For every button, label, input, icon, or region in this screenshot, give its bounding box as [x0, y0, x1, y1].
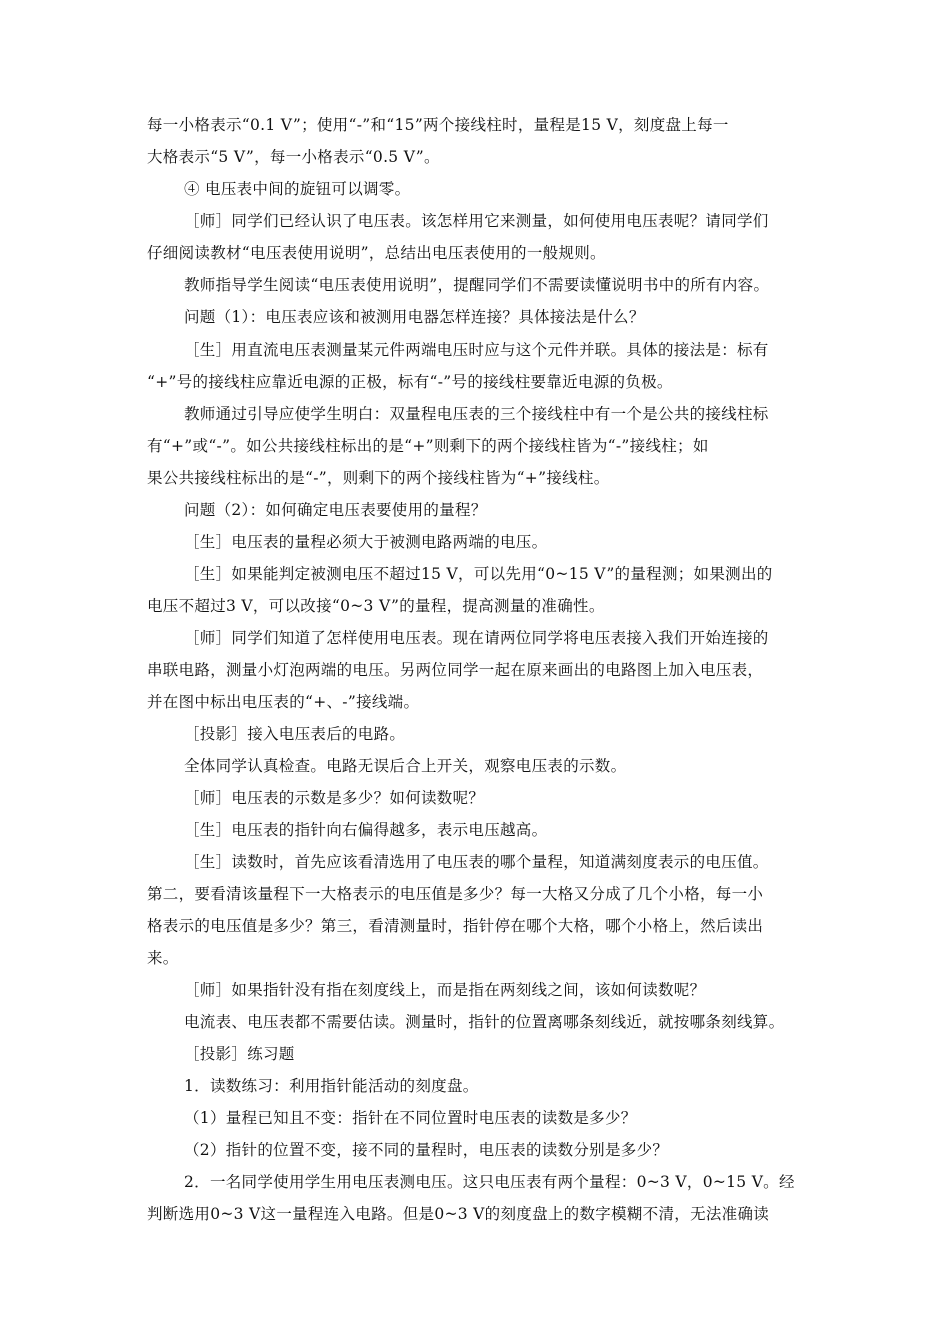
text-line: ［生］电压表的指针向右偏得越多，表示电压越高。: [184, 821, 548, 839]
text-line: ［师］如果指针没有指在刻度线上，而是指在两刻线之间，该如何读数呢？: [184, 981, 706, 999]
text-line: ④ 电压表中间的旋钮可以调零。: [184, 180, 411, 198]
text-line: 1．读数练习：利用指针能活动的刻度盘。: [184, 1077, 479, 1095]
text-line: ［生］如果能判定被测电压不超过15 V，可以先用“0~15 V”的量程测；如果测出的: [184, 565, 773, 583]
text-line: 并在图中标出电压表的“+、-”接线端。: [147, 693, 420, 711]
text-line: ［师］同学们知道了怎样使用电压表。现在请两位同学将电压表接入我们开始连接的: [184, 629, 769, 647]
text-line: 判断选用0~3 V这一量程连入电路。但是0~3 V的刻度盘上的数字模糊不清，无法准确读: [147, 1205, 770, 1223]
text-line: 仔细阅读教材“电压表使用说明”，总结出电压表使用的一般规则。: [147, 244, 606, 262]
text-line: 教师指导学生阅读“电压表使用说明”，提醒同学们不需要读懂说明书中的所有内容。: [184, 276, 770, 294]
text-line: 每一小格表示“0.1 V”；使用“-”和“15”两个接线柱时，量程是15 V，刻度盘上每一: [147, 116, 729, 134]
text-line: 串联电路，测量小灯泡两端的电压。另两位同学一起在原来画出的电路图上加入电压表，: [147, 661, 764, 679]
text-line: 果公共接线柱标出的是“-”，则剩下的两个接线柱皆为“+”接线柱。: [147, 469, 610, 487]
text-line: ［师］同学们已经认识了电压表。该怎样用它来测量，如何使用电压表呢？请同学们: [184, 212, 769, 230]
text-line: 电流表、电压表都不需要估读。测量时，指针的位置离哪条刻线近，就按哪条刻线算。: [184, 1013, 785, 1031]
text-line: 教师通过引导应使学生明白：双量程电压表的三个接线柱中有一个是公共的接线柱标: [184, 405, 769, 423]
text-line: 全体同学认真检查。电路无误后合上开关，观察电压表的示数。: [184, 757, 627, 775]
text-line: ［生］读数时，首先应该看清选用了电压表的哪个量程，知道满刻度表示的电压值。: [184, 853, 769, 871]
text-line: “+”号的接线柱应靠近电源的正极，标有“-”号的接线柱要靠近电源的负极。: [147, 373, 673, 391]
text-line: 第二，要看清该量程下一大格表示的电压值是多少？每一大格又分成了几个小格，每一小: [147, 885, 764, 903]
text-line: ［生］用直流电压表测量某元件两端电压时应与这个元件并联。具体的接法是：标有: [184, 341, 769, 359]
text-line: ［投影］接入电压表后的电路。: [184, 725, 406, 743]
text-line: （2）指针的位置不变，接不同的量程时，电压表的读数分别是多少？: [184, 1141, 669, 1159]
text-line: 2．一名同学使用学生用电压表测电压。这只电压表有两个量程：0~3 V，0~15 V。经: [184, 1173, 795, 1191]
text-line: 大格表示“5 V”，每一小格表示“0.5 V”。: [147, 148, 440, 166]
text-line: 有“+”或“-”。如公共接线柱标出的是“+”则剩下的两个接线柱皆为“-”接线柱；如: [147, 437, 709, 455]
text-line: 问题（2）：如何确定电压表要使用的量程？: [184, 501, 487, 519]
text-line: 格表示的电压值是多少？第三，看清测量时，指针停在哪个大格，哪个小格上，然后读出: [147, 917, 764, 935]
text-line: （1）量程已知且不变：指针在不同位置时电压表的读数是多少？: [184, 1109, 637, 1127]
text-line: 电压不超过3 V，可以改接“0~3 V”的量程，提高测量的准确性。: [147, 597, 605, 615]
text-line: ［生］电压表的量程必须大于被测电路两端的电压。: [184, 533, 548, 551]
text-line: 问题（1）：电压表应该和被测用电器怎样连接？具体接法是什么？: [184, 308, 645, 326]
text-line: ［投影］练习题: [184, 1045, 295, 1063]
text-line: 来。: [147, 949, 179, 967]
text-line: ［师］电压表的示数是多少？如何读数呢？: [184, 789, 485, 807]
